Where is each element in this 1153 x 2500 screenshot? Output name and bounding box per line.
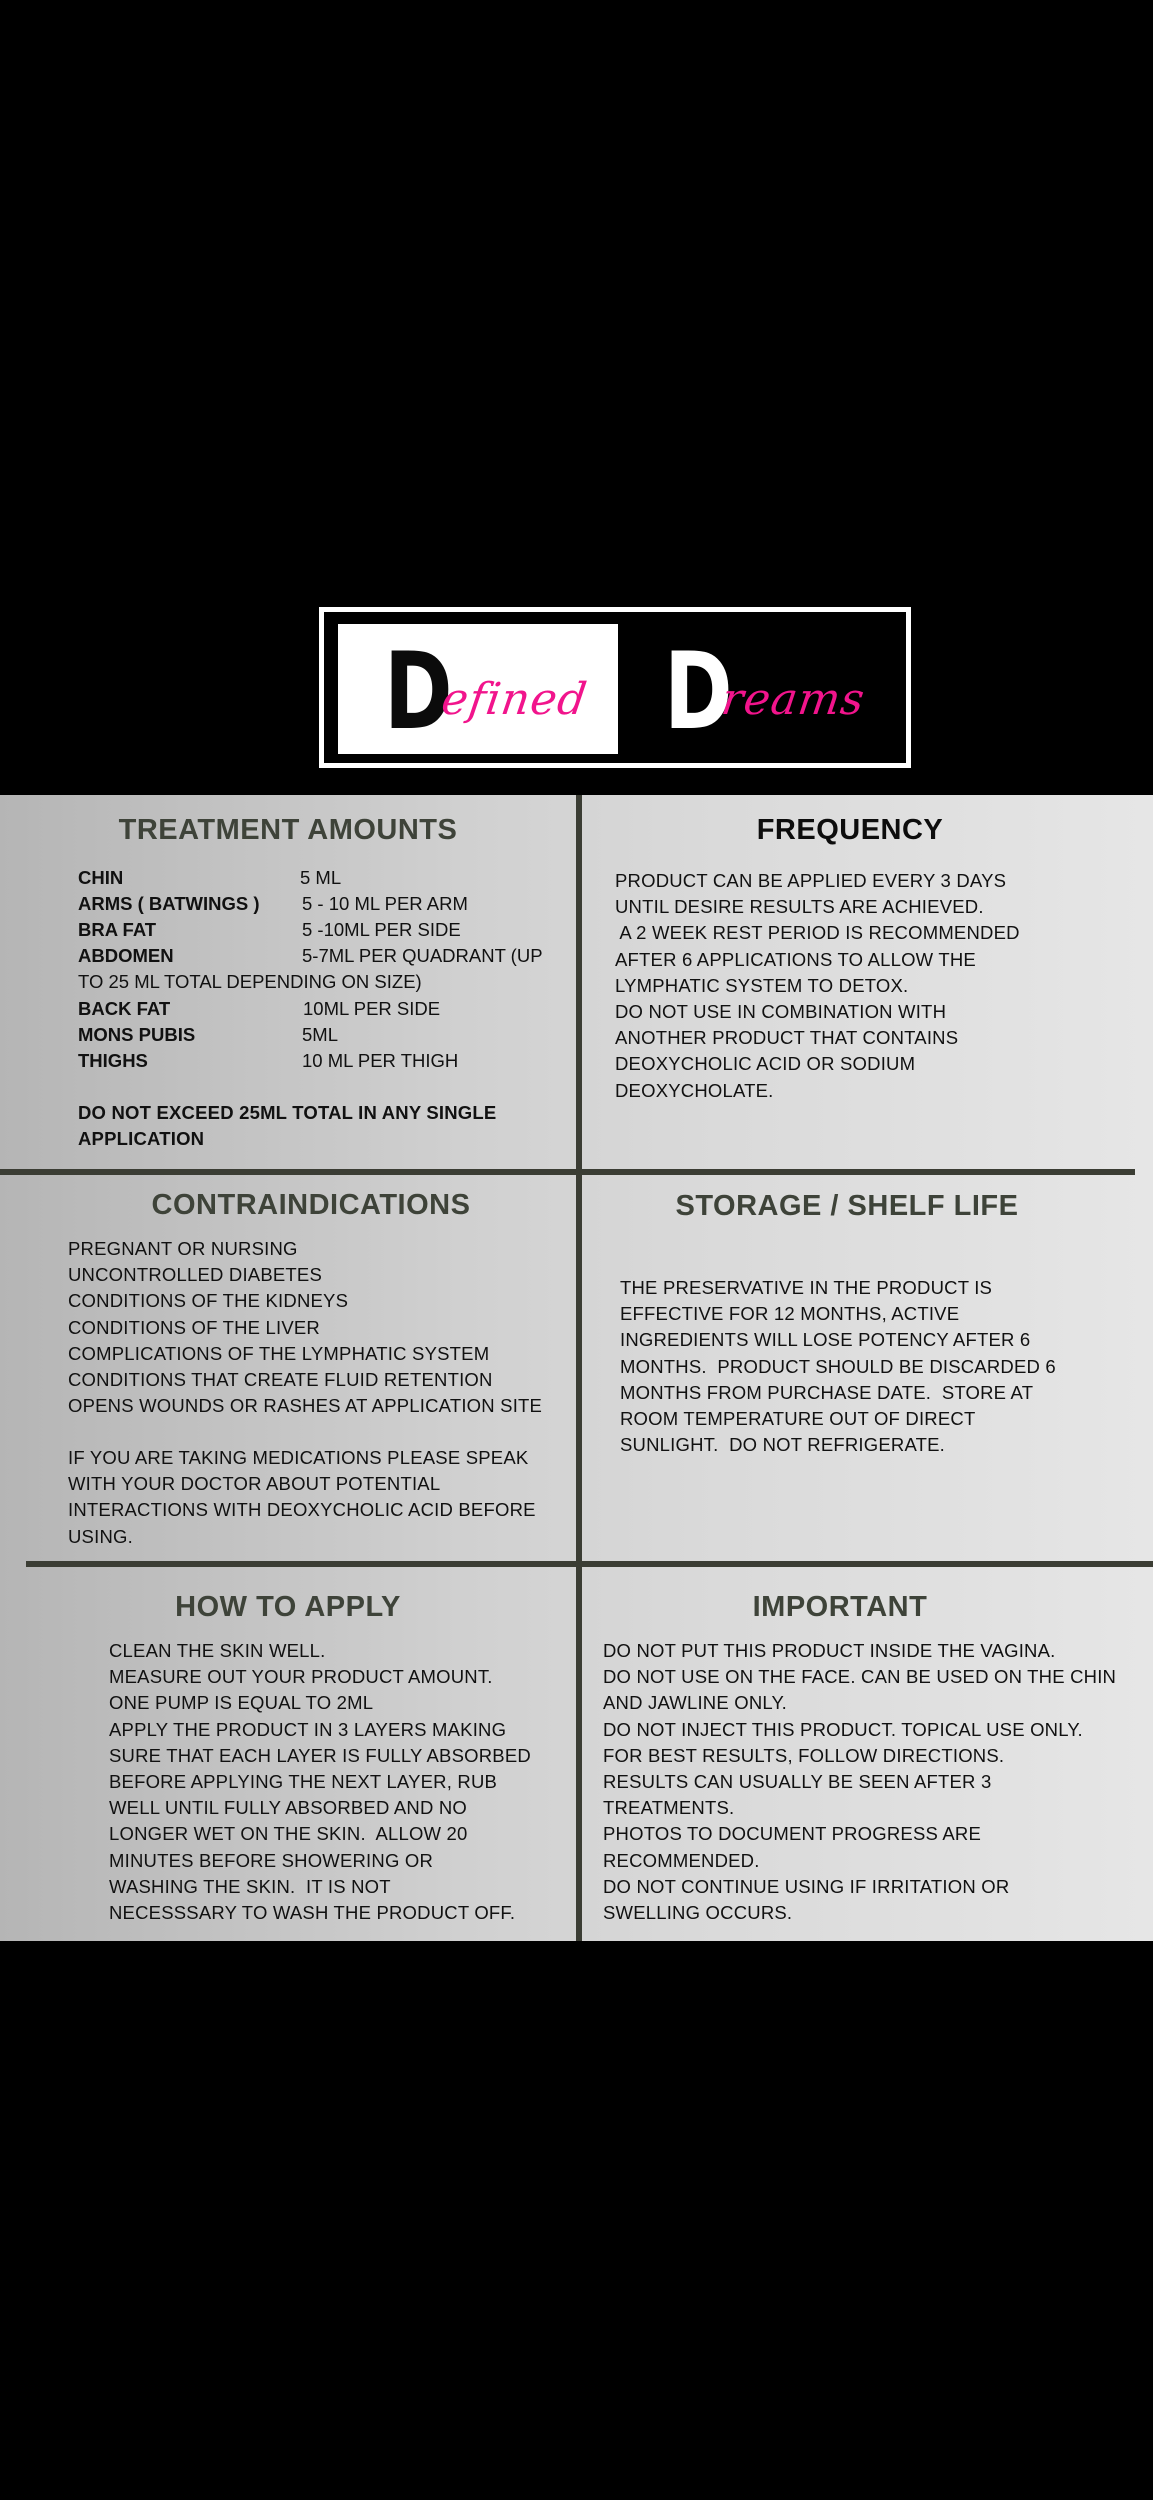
apply-line: CLEAN THE SKIN WELL. (109, 1640, 326, 1661)
important-line: AND JAWLINE ONLY. (603, 1692, 787, 1714)
storage-line: INGREDIENTS WILL LOSE POTENCY AFTER 6 (620, 1329, 1031, 1351)
treatment-label: MONS PUBIS (78, 1024, 196, 1045)
treatment-label: THIGHS (78, 1050, 148, 1071)
contraindication-item: CONDITIONS OF THE KIDNEYS (68, 1290, 349, 1312)
apply-line: ONE PUMP IS EQUAL TO 2ML (109, 1692, 374, 1714)
contraindication-item: COMPLICATIONS OF THE LYMPHATIC SYSTEM (68, 1342, 490, 1364)
contraindication-item: CONDITIONS OF THE LIVER (68, 1316, 320, 1338)
treatment-value: 5-7ML PER QUADRANT (UP (302, 945, 543, 966)
contraindication-item: UNCONTROLLED DIABETES (68, 1264, 322, 1286)
important-line: DO NOT PUT THIS PRODUCT INSIDE THE VAGINA. (603, 1640, 1056, 1661)
horizontal-divider-top (0, 1169, 1135, 1175)
horizontal-divider-bottom (26, 1561, 1153, 1567)
treatment-value: 5 - 10 ML PER ARM (302, 893, 468, 914)
important-line: DO NOT USE ON THE FACE. CAN BE USED ON THE CHIN (603, 1666, 1117, 1688)
storage-line: MONTHS FROM PURCHASE DATE. STORE AT (620, 1381, 1034, 1403)
storage-line: THE PRESERVATIVE IN THE PRODUCT IS (620, 1277, 993, 1298)
info-panel (0, 795, 1153, 1941)
important-line: TREATMENTS. (603, 1797, 735, 1819)
frequency-line: PRODUCT CAN BE APPLIED EVERY 3 DAYS (615, 870, 1007, 891)
brand-logo (319, 607, 911, 768)
logo-word-defined (384, 630, 591, 753)
frequency-line: LYMPHATIC SYSTEM TO DETOX. (615, 974, 909, 996)
storage-heading: STORAGE / SHELF LIFE (675, 1190, 1019, 1222)
contraindication-item: OPENS WOUNDS OR RASHES AT APPLICATION SITE (68, 1395, 543, 1417)
contraindications-note (68, 1445, 536, 1550)
apply-line: WELL UNTIL FULLY ABSORBED AND NO (109, 1797, 467, 1819)
treatment-value-continued: TO 25 ML TOTAL DEPENDING ON SIZE) (78, 971, 422, 992)
important-line: DO NOT INJECT THIS PRODUCT. TOPICAL USE ONLY. (603, 1718, 1083, 1740)
important-line: FOR BEST RESULTS, FOLLOW DIRECTIONS. (603, 1744, 1005, 1766)
frequency-line: DO NOT USE IN COMBINATION WITH (615, 1001, 947, 1023)
treatment-label: ARMS ( BATWINGS ) (78, 893, 260, 914)
frequency-heading: FREQUENCY (756, 814, 944, 846)
note-line: USING. (68, 1525, 133, 1547)
storage-line: MONTHS. PRODUCT SHOULD BE DISCARDED 6 (620, 1355, 1056, 1377)
treatment-label: BACK FAT (78, 998, 171, 1019)
treatment-label: BRA FAT (78, 919, 157, 940)
frequency-line: UNTIL DESIRE RESULTS ARE ACHIEVED. (615, 896, 984, 918)
important-text (603, 1638, 1116, 1926)
apply-line: LONGER WET ON THE SKIN. ALLOW 20 (109, 1823, 468, 1845)
logo-initial-d2: D (664, 630, 733, 753)
warning-line: DO NOT EXCEED 25ML TOTAL IN ANY SINGLE (78, 1102, 497, 1123)
frequency-text (615, 868, 1020, 1104)
apply-line: WASHING THE SKIN. IT IS NOT (109, 1875, 391, 1897)
apply-line: BEFORE APPLYING THE NEXT LAYER, RUB (109, 1771, 498, 1793)
frequency-line: A 2 WEEK REST PERIOD IS RECOMMENDED (615, 922, 1020, 944)
important-line: RECOMMENDED. (603, 1849, 760, 1871)
important-line: DO NOT CONTINUE USING IF IRRITATION OR (603, 1875, 1010, 1897)
apply-line: APPLY THE PRODUCT IN 3 LAYERS MAKING (109, 1718, 507, 1740)
treatment-heading: TREATMENT AMOUNTS (118, 814, 458, 846)
important-line: PHOTOS TO DOCUMENT PROGRESS ARE (603, 1823, 981, 1845)
how-to-apply-text (109, 1638, 531, 1926)
apply-line: MINUTES BEFORE SHOWERING OR (109, 1849, 434, 1871)
treatment-value: 10ML PER SIDE (303, 998, 441, 1019)
frequency-line: AFTER 6 APPLICATIONS TO ALLOW THE (615, 948, 976, 970)
storage-line: ROOM TEMPERATURE OUT OF DIRECT (620, 1408, 976, 1430)
logo-word-dreams (664, 630, 869, 753)
contraindication-item: CONDITIONS THAT CREATE FLUID RETENTION (68, 1369, 493, 1391)
apply-line: MEASURE OUT YOUR PRODUCT AMOUNT. (109, 1666, 493, 1688)
apply-line: NECESSSARY TO WASH THE PRODUCT OFF. (109, 1902, 516, 1924)
treatment-value: 5 -10ML PER SIDE (302, 919, 461, 940)
warning-line: APPLICATION (78, 1128, 205, 1150)
treatment-value: 5 ML (300, 867, 342, 888)
logo-script-defined: efined (438, 674, 591, 725)
note-line: WITH YOUR DOCTOR ABOUT POTENTIAL (68, 1473, 441, 1495)
note-line: IF YOU ARE TAKING MEDICATIONS PLEASE SPEAK (68, 1447, 529, 1468)
frequency-line: DEOXYCHOLIC ACID OR SODIUM (615, 1053, 916, 1075)
frequency-line: ANOTHER PRODUCT THAT CONTAINS (615, 1027, 959, 1049)
treatment-label: ABDOMEN (78, 945, 174, 966)
vertical-divider (576, 795, 582, 1941)
storage-text (620, 1275, 1056, 1458)
contraindications-heading: CONTRAINDICATIONS (151, 1189, 471, 1221)
storage-line: EFFECTIVE FOR 12 MONTHS, ACTIVE (620, 1303, 960, 1325)
contraindications-list (68, 1236, 542, 1419)
storage-line: SUNLIGHT. DO NOT REFRIGERATE. (620, 1434, 945, 1456)
logo-script-dreams: reams (718, 674, 869, 725)
apply-line: SURE THAT EACH LAYER IS FULLY ABSORBED (109, 1744, 531, 1766)
treatment-value: 5ML (302, 1024, 338, 1045)
frequency-line: DEOXYCHOLATE. (615, 1079, 774, 1101)
treatment-warning (78, 1100, 496, 1152)
treatment-value: 10 ML PER THIGH (302, 1050, 459, 1071)
treatment-label: CHIN (78, 867, 124, 888)
important-line: SWELLING OCCURS. (603, 1902, 793, 1924)
important-heading: IMPORTANT (752, 1591, 928, 1623)
note-line: INTERACTIONS WITH DEOXYCHOLIC ACID BEFORE (68, 1499, 536, 1521)
contraindication-item: PREGNANT OR NURSING (68, 1238, 298, 1259)
important-line: RESULTS CAN USUALLY BE SEEN AFTER 3 (603, 1771, 992, 1793)
logo-initial-d1: D (384, 630, 453, 753)
how-to-apply-heading: HOW TO APPLY (175, 1591, 401, 1623)
